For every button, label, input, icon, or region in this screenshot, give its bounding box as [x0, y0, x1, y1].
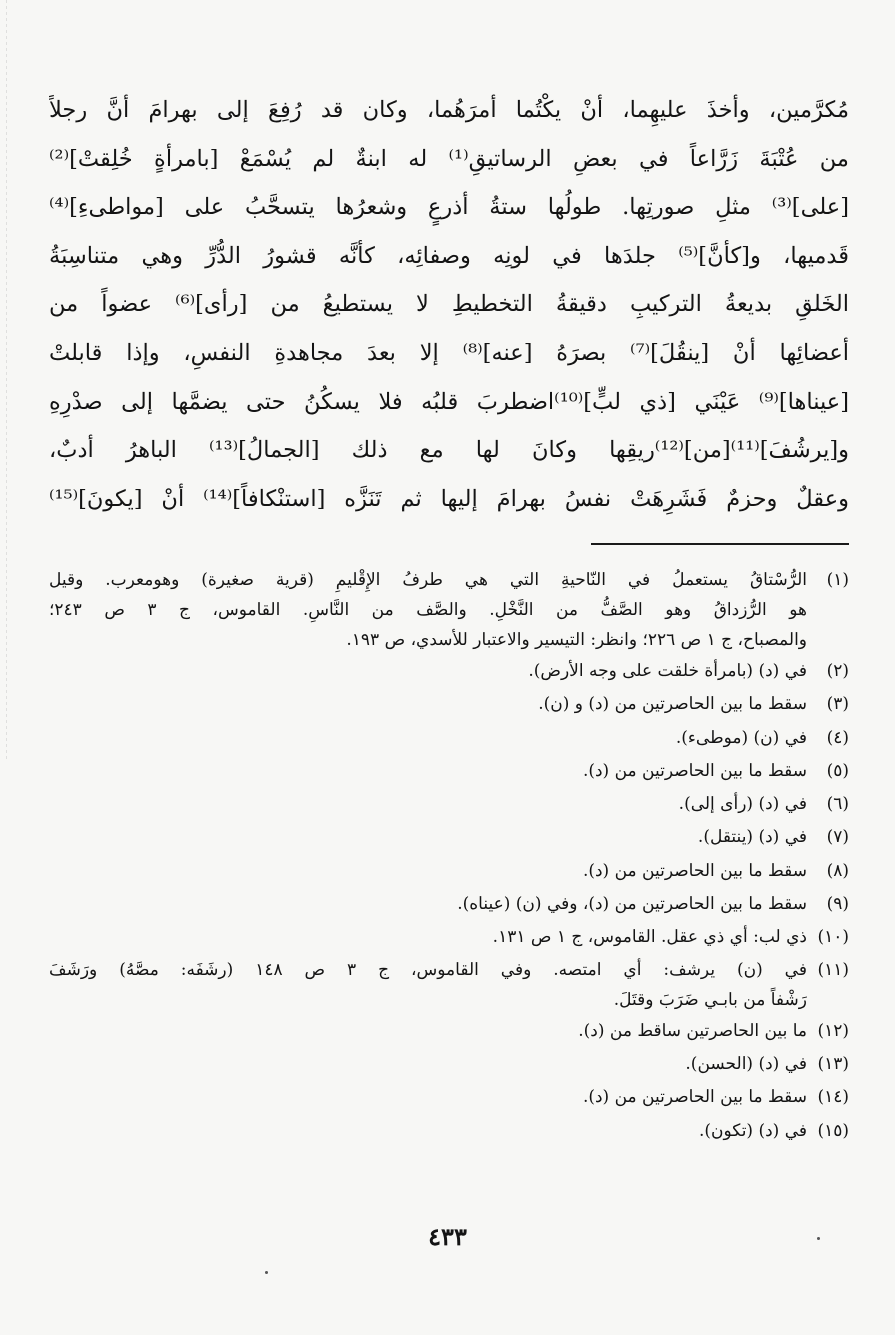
page-edge-shadow — [6, 0, 7, 760]
footnote-9 — [49, 888, 849, 921]
main-text-line: من عُتْبَةَ زَرَّاعاً في بعضِ الرساتيقِ⁽¹⁾ له ابنةٌ لم يُسْمَعْ [بامرأةٍ خُلِقتْ]⁽²⁾ — [49, 145, 849, 172]
footnote-text: في (د) (بامرأة خلقت على وجه الأرض). — [528, 661, 807, 681]
footnote-text: سقط ما بين الحاصرتين من (د). — [582, 760, 807, 781]
paper-speck — [817, 1237, 820, 1240]
footnote-14 — [49, 1081, 849, 1114]
main-text-line: مُكرَّمين، وأخذَ عليهِما، أنْ يكْتُما أمرَهُما، وكان قد رُفِعَ إلى بهرامَ أنَّ رجلاً — [49, 97, 849, 123]
footnote-text: في (د) (الحسن). — [685, 1053, 807, 1074]
footnote-separator — [591, 543, 849, 545]
main-text-line: قَدميها، و[كأنَّ]⁽⁵⁾ جلدَها في لونِه وصفائِه، كأنَّه قشورُ الدُّرِّ وهي متناسِبَةُ — [49, 242, 849, 269]
footnote-5 — [49, 755, 849, 788]
footnote-text: سقط ما بين الحاصرتين من (د). — [582, 1087, 807, 1108]
main-text-line: الخَلقِ بديعةُ التركيبِ دقيقةُ التخطيطِ لا يستطيعُ من [رأى]⁽⁶⁾ عضواً من — [49, 291, 849, 318]
footnote-number: (٢) — [826, 661, 849, 681]
footnote-11 — [49, 955, 849, 1015]
footnotes-block — [49, 565, 849, 1148]
footnote-number: (٥) — [826, 760, 849, 781]
footnote-text: الرُّسْتاقُ يستعملُ في النّاحيةِ التي هي طرفُ الإِقْليمِ (قرية صغيرة) وهومعرب. وقيل — [49, 570, 807, 590]
footnote-number: (١٥) — [817, 1120, 849, 1141]
footnote-text: والمصباح، ج ١ ص ٢٢٦؛ وانظر: التيسير والاعتبار للأسدي، ص ١٩٣. — [346, 630, 807, 650]
footnote-1 — [49, 565, 849, 655]
footnote-text: سقط ما بين الحاصرتين من (د). — [582, 860, 807, 881]
footnote-15 — [49, 1115, 849, 1148]
footnote-text: ذي لب: أي ذي عقل. القاموس، ج ١ ص ١٣١. — [492, 927, 807, 948]
main-text-line: و[يرشُفَ]⁽¹¹⁾[من]⁽¹²⁾ريقِها وكانَ لها مع ذلك [الجمالُ]⁽¹³⁾ الباهرُ أدبٌ، — [49, 437, 849, 464]
footnote-6 — [49, 788, 849, 821]
footnote-13 — [49, 1048, 849, 1081]
footnote-number: (٣) — [826, 694, 849, 715]
footnote-number: (١) — [826, 570, 849, 590]
footnote-number: (٨) — [826, 860, 849, 881]
footnote-number: (٩) — [826, 894, 849, 915]
main-text-block — [49, 86, 849, 523]
footnote-number: (١٤) — [817, 1087, 849, 1108]
footnote-text: ما بين الحاصرتين ساقط من (د). — [578, 1020, 807, 1041]
footnote-10 — [49, 921, 849, 954]
footnote-text: في (ن) يرشف: أي امتصه. وفي القاموس، ج ٣ ص ١٤٨ (رشَفَه: مصَّهُ) ورَشَفَ — [49, 959, 807, 980]
footnote-text: في (د) (ينتقل). — [697, 827, 807, 848]
footnote-text: رَشْفاً من بابـي ضَرَبَ وقتَلَ. — [613, 989, 807, 1010]
footnote-number: (١٣) — [817, 1053, 849, 1074]
page-number: ٤٣٣ — [428, 1222, 467, 1251]
main-text-line: [عيناها]⁽⁹⁾ عَيْنَي [ذي لبٍّ]⁽¹⁰⁾اضطربَ قلبُه فلا يسكُنُ حتى يضمَّها إلى صدْرِهِ — [49, 388, 849, 415]
footnote-number: (١٢) — [817, 1020, 849, 1041]
footnote-number: (١١) — [817, 959, 849, 980]
main-text-line: [على]⁽³⁾ مثلِ صورتِها. طولُها ستةُ أذرعٍ وشعرُها يتسحَّبُ على [مواطىءِ]⁽⁴⁾ — [49, 194, 849, 221]
footnote-8 — [49, 855, 849, 888]
footnote-4 — [49, 722, 849, 755]
footnote-text: سقط ما بين الحاصرتين من (د) و (ن). — [538, 694, 807, 715]
main-text-line: أعضائِها أنْ [ينقُلَ]⁽⁷⁾ بصرَهُ [عنه]⁽⁸⁾ إلا بعدَ مجاهدةِ النفسِ، وإذا قابلتْ — [49, 339, 849, 366]
footnote-text: هو الرُّزداقُ وهو الصَّفُّ من النَّخْلِ. والصَّف من النَّاسِ. القاموس، ج ٣ ص ٢٤٣؛ — [49, 600, 807, 620]
footnote-number: (٧) — [826, 827, 849, 848]
footnote-7 — [49, 821, 849, 854]
footnote-2 — [49, 655, 849, 688]
footnote-text: في (د) (تكون). — [699, 1120, 807, 1141]
footnote-3 — [49, 688, 849, 721]
footnote-number: (٤) — [826, 727, 849, 748]
footnote-text: سقط ما بين الحاصرتين من (د)، وفي (ن) (عيناه). — [457, 894, 807, 915]
footnote-text: في (د) (رأى إلى). — [678, 794, 807, 815]
footnote-number: (١٠) — [817, 927, 849, 948]
footnote-12 — [49, 1015, 849, 1048]
footnote-text: في (ن) (موطىء). — [675, 727, 807, 748]
footnote-number: (٦) — [826, 794, 849, 815]
paper-speck — [265, 1271, 268, 1274]
main-text-line: وعقلٌ وحزمٌ فَشَرِهَتْ نفسُ بهرامَ إليها ثم تَنَزَّه [استنْكافاً]⁽¹⁴⁾ أنْ [يكونَ]⁽¹⁵⁾ — [49, 485, 849, 512]
